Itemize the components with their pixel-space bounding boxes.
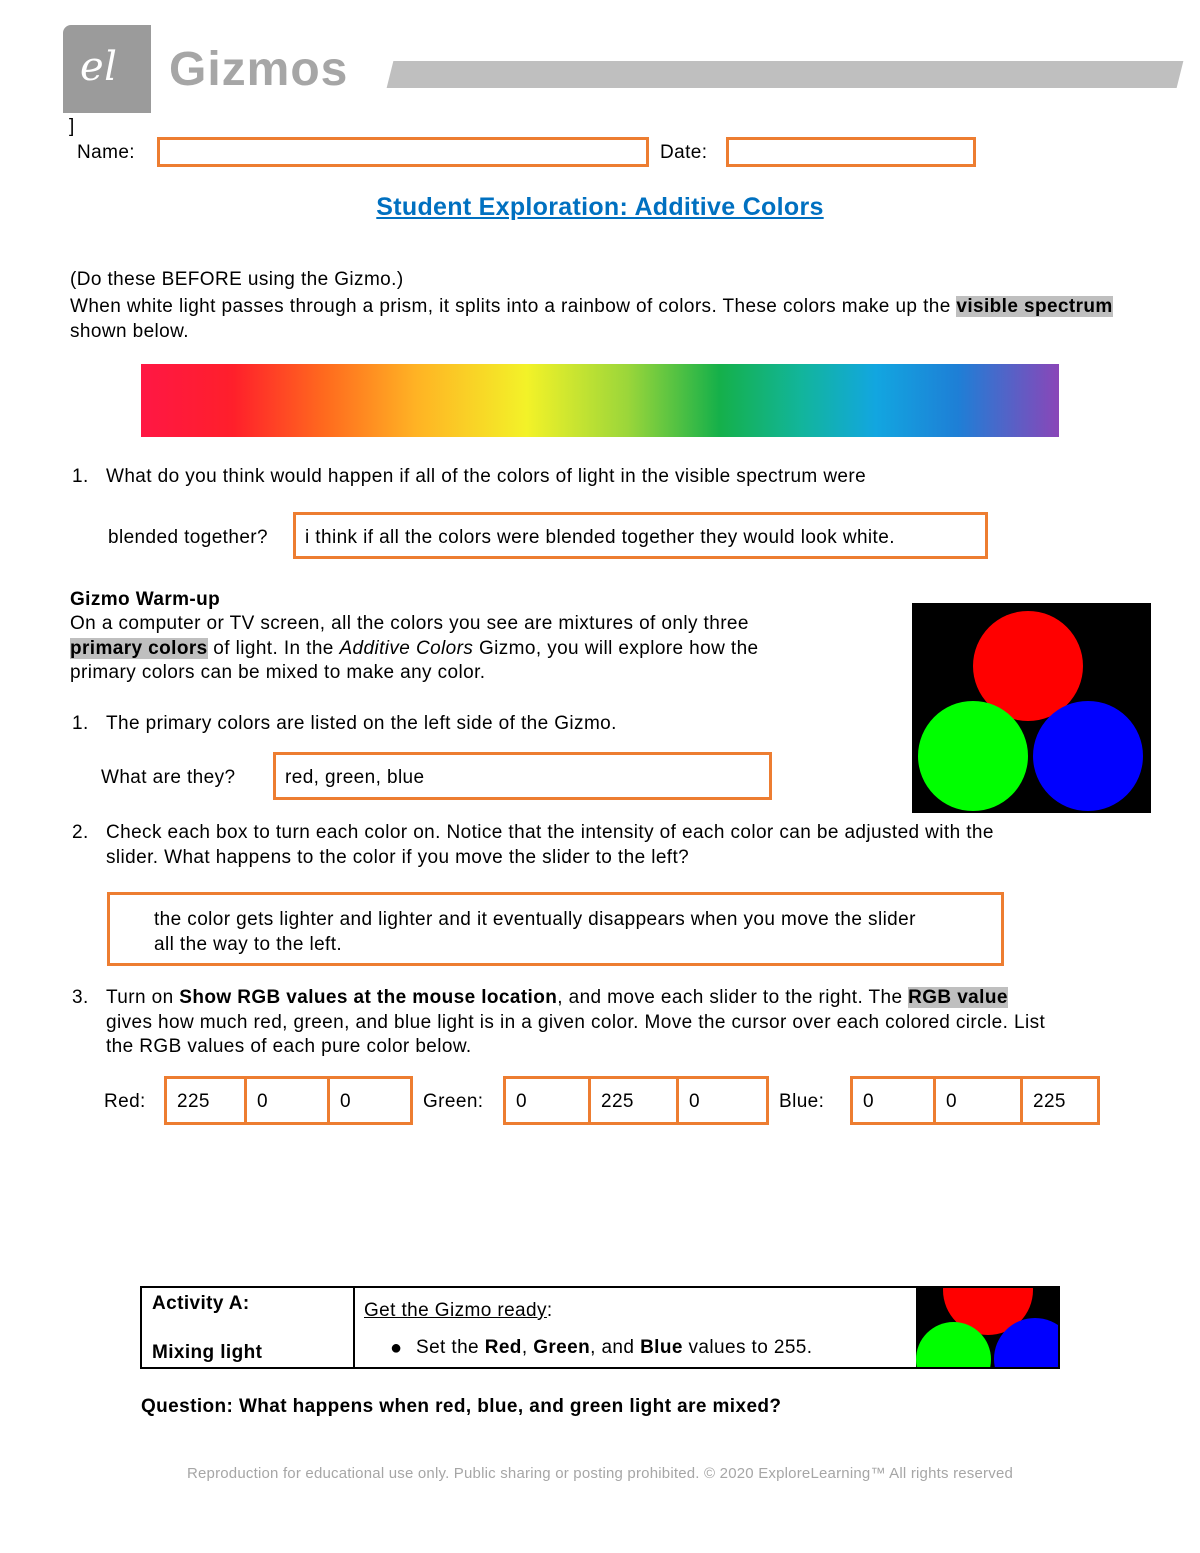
- warmup-q2-line-1: Check each box to turn each color on. Notice that the intensity of each color can be adjusted with the: [106, 822, 994, 843]
- warmup-q2-line-2: slider. What happens to the color if you move the slider to the left?: [106, 847, 690, 868]
- gizmo-ready-instruction: Set the Red, Green, and Blue values to 255.: [416, 1337, 813, 1358]
- page-title: Student Exploration: Additive Colors: [376, 193, 824, 221]
- gizmo-ready-heading: Get the Gizmo ready:: [364, 1300, 553, 1321]
- green-circle: [918, 701, 1028, 811]
- warmup-line-2: primary colors of light. In the Additive Colors Gizmo, you will explore how the: [70, 638, 759, 659]
- warmup-q1-answer: red, green, blue: [285, 767, 425, 788]
- warmup-q1-answer-box[interactable]: [273, 752, 772, 800]
- activity-label: Activity A:: [152, 1293, 250, 1314]
- warmup-line-3: primary colors can be mixed to make any color.: [70, 662, 486, 683]
- blue-r-field[interactable]: 0: [850, 1076, 936, 1125]
- warmup-q3-line-3: the RGB values of each pure color below.: [106, 1036, 472, 1057]
- warmup-q2-answer-line-1: the color gets lighter and lighter and it eventually disappears when you move the slider: [154, 909, 916, 930]
- warmup-q3-line-1: Turn on Show RGB values at the mouse location, and move each slider to the right. The RGB value: [106, 987, 1008, 1008]
- header-bar: [387, 61, 1184, 88]
- logo-text: Gizmos: [169, 43, 349, 96]
- date-field[interactable]: [726, 137, 976, 167]
- blue-g-field[interactable]: 0: [933, 1076, 1023, 1125]
- prior-q1-prompt: blended together?: [108, 527, 268, 548]
- visible-spectrum-image: [141, 364, 1059, 437]
- visible-spectrum-term: visible spectrum: [956, 296, 1113, 317]
- warmup-q2-number: 2.: [72, 822, 89, 843]
- green-r-field[interactable]: 0: [503, 1076, 591, 1125]
- warmup-heading: Gizmo Warm-up: [70, 589, 221, 610]
- activity-question: Question: What happens when red, blue, and green light are mixed?: [141, 1396, 782, 1417]
- intro-paragraph: When white light passes through a prism, it splits into a rainbow of colors. These colors make up the visible spectrum shown below.: [70, 296, 1113, 342]
- blue-b-field[interactable]: 225: [1020, 1076, 1100, 1125]
- name-field[interactable]: [157, 137, 649, 167]
- stray-mark: ]: [69, 116, 75, 137]
- red-g-field[interactable]: 0: [244, 1076, 330, 1125]
- blue-label: Blue:: [779, 1091, 825, 1112]
- show-rgb-option: Show RGB values at the mouse location: [179, 987, 558, 1008]
- green-label: Green:: [423, 1091, 484, 1112]
- bullet-icon: ●: [390, 1337, 403, 1359]
- warmup-q3-line-2: gives how much red, green, and blue light is in a given color. Move the cursor over each colored circle. List: [106, 1012, 1046, 1033]
- warmup-q1-prompt: What are they?: [101, 767, 236, 788]
- primary-colors-term: primary colors: [70, 638, 208, 659]
- logo-mark: el: [80, 44, 118, 90]
- prior-q1-text: What do you think would happen if all of the colors of light in the visible spectrum were: [106, 466, 867, 487]
- warmup-q3-number: 3.: [72, 987, 89, 1008]
- rgb-value-term: RGB value: [908, 987, 1008, 1008]
- red-r-field[interactable]: 225: [164, 1076, 247, 1125]
- warmup-q1-number: 1.: [72, 713, 89, 734]
- footer-copyright: Reproduction for educational use only. Public sharing or posting prohibited. © 2020 ExploreLearning™ All rights reserved: [186, 1465, 1014, 1482]
- rgb-circles-image: [912, 603, 1151, 813]
- prior-q1-answer-box[interactable]: [293, 512, 988, 559]
- warmup-q2-answer-box[interactable]: [107, 892, 1004, 966]
- prior-q1-number: 1.: [72, 466, 89, 487]
- activity-divider: [353, 1288, 355, 1367]
- red-label: Red:: [104, 1091, 146, 1112]
- activity-rgb-image: [916, 1288, 1058, 1367]
- name-label: Name:: [77, 142, 135, 163]
- green-b-field[interactable]: 0: [676, 1076, 769, 1125]
- warmup-line-1: On a computer or TV screen, all the colors you see are mixtures of only three: [70, 613, 749, 634]
- intro-note: (Do these BEFORE using the Gizmo.): [70, 269, 404, 290]
- green-g-field[interactable]: 225: [588, 1076, 679, 1125]
- red-b-field[interactable]: 0: [327, 1076, 413, 1125]
- blue-circle: [1033, 701, 1143, 811]
- warmup-q2-answer-line-2: all the way to the left.: [154, 934, 343, 955]
- activity-title: Mixing light: [152, 1342, 263, 1363]
- gizmo-name: Additive Colors: [339, 638, 474, 659]
- prior-q1-answer: i think if all the colors were blended together they would look white.: [305, 527, 895, 548]
- date-label: Date:: [660, 142, 708, 163]
- warmup-q1-text: The primary colors are listed on the left side of the Gizmo.: [106, 713, 617, 734]
